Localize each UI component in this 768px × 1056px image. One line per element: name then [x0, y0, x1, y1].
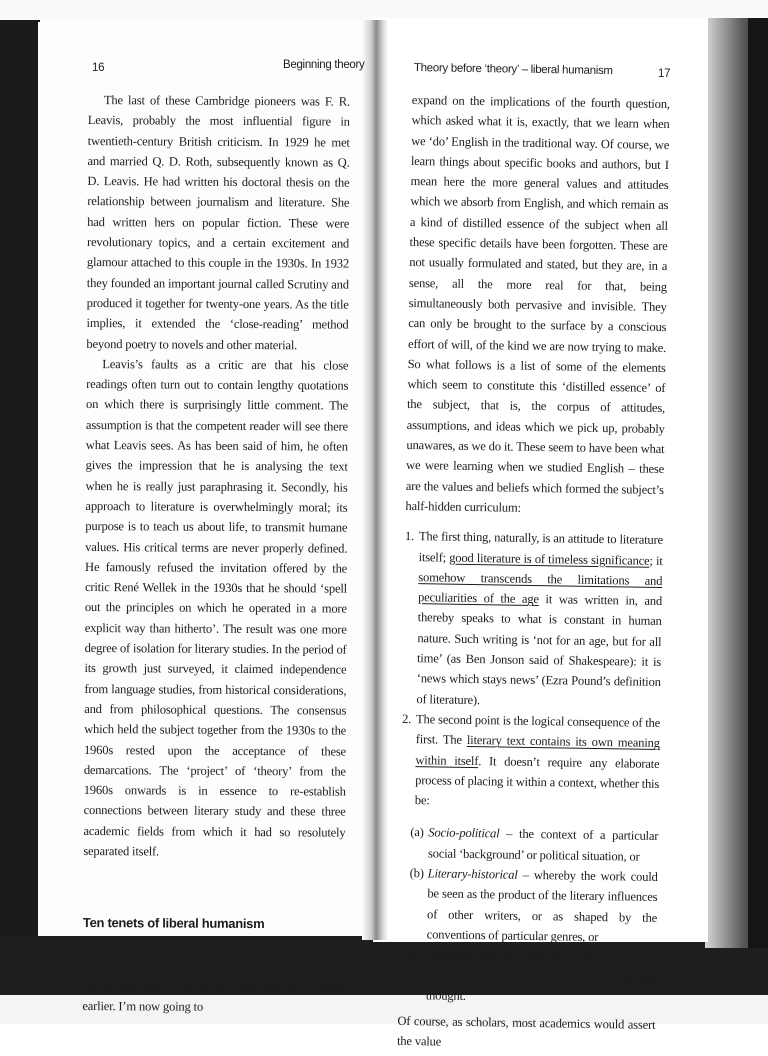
- section-heading: Ten tenets of liberal humanism: [82, 915, 265, 932]
- tenet-text: . It doesn’t require any elaborate process of placing it within a context, whether this be:: [414, 753, 660, 808]
- scan-shadow-right: [748, 18, 768, 948]
- tenet-text: ; it: [649, 553, 663, 568]
- tenet-item-2: [401, 709, 661, 815]
- underlined-passage: somehow transcends the limitations and peculiarities of the age: [417, 569, 663, 607]
- tenet-text: The first thing, naturally, is an attitude to literature itself;: [418, 529, 664, 565]
- context-item: [399, 863, 658, 948]
- right-paragraph-last: Of course, as scholars, most academics would assert the value: [396, 1013, 656, 1049]
- book-gutter: [362, 20, 388, 940]
- right-paragraph-1: expand on the implications of the fourth question, which asked what it is, exactly, that we learn when we ‘do’ English in the traditional way. Of course, we learn things about specific books and authors, but I mean here the more general values and attitudes which we absorb from English, and which remain as a kind of distilled essence of the subject when all these specific details have been forgotten. These are not usually formulated and stated, but they are, in a sense, all the more real for that, being simultaneously both pervasive and invisible. They can only be brought to the surface by a conscious effort of will, of the kind we are now trying to make. So what follows is a list of some of the elements which seem to constitute this ‘distilled essence’ of the subject, that is, the corpus of attitudes, assumptions, and ideas which we pick up, probably unawares, as we do it. These seem to have been what we were learning when we studied English – these are the values and beliefs which formed the subject’s half-hidden curriculum:: [405, 92, 670, 515]
- underlined-passage: good literature is of timeless significance: [449, 550, 650, 568]
- context-list: [398, 822, 659, 1009]
- context-text: – that is, as determined by the personal details of the author’s life and thought.: [425, 948, 657, 1003]
- left-page-body: [82, 90, 350, 1018]
- context-label: (c): [408, 947, 422, 962]
- left-page-number: 16: [92, 62, 105, 74]
- context-term: Literary-historical: [427, 866, 518, 882]
- context-item: [400, 822, 659, 867]
- tenet-text: The second point is the logical consequence of the first. The: [415, 712, 661, 748]
- left-paragraph-2: Leavis’s faults as a critic are that his close readings often turn out to contain lengthy quotations on which there is surprisingly little comment. The assumption is that the competent reader will see there what Leavis sees. As has been said of him, he often gives the impression that he is analysing the text when he is really just paraphrasing it. Secondly, his approach to literature is overwhelmingly moral; its purpose is to teach us about life, to transmit humane values. His critical terms are never properly defined. He famously refused the invitation offered by the critic René Wellek in the 1930s that he should ‘spell out the principles on which he operated in a more explicit way than hitherto’. The result was one more degree of isolation for literary studies. In the period of its growth just surveyed, it claimed independence from language studies, from historical considerations, and from philosophical questions. The consensus which held the subject together from the 1930s to the 1960s rested upon the acceptance of these demarcations. The ‘project’ of ‘theory’ from the 1960s onwards is in essence to re-establish connections between literary study and these three academic fields from which it had so resolutely separated itself.: [83, 356, 349, 859]
- context-label: (b): [409, 866, 424, 881]
- tenet-number: 2.: [402, 711, 412, 726]
- context-term: Socio-political: [428, 825, 500, 841]
- left-paragraph-1: The last of these Cambridge pioneers was F. R. Leavis, probably the most influential figure in twentieth-century British criticism. In 1929 he met and married Q. D. Roth, subsequently known as Q. D. Leavis. He had written his doctoral thesis on the relationship between journalism and literature. She had written hers on popular fiction. These were revolutionary topics, and a certain excitement and glamour attached to this couple in the 1930s. In 1932 they founded an important journal called Scrutiny and produced it together for twenty-one years. As the title implies, it extended the ‘close-reading’ method beyond poetry to novels and other material.: [86, 93, 350, 352]
- left-paragraph-3: The personal account on pp. 9–10 mainly responds to the second and third of the four questions given earlier. I’m now going to: [82, 958, 345, 1014]
- tenet-item-1: [402, 526, 663, 713]
- tenet-text: it was written in, and thereby speaks to what is constant in human nature. Such writing is ‘not for an age, but for all time’ (as Ben Jonson said of Shakespeare): it is ‘news which stays news’ (Ezra Pound’s definition of literature).: [416, 592, 663, 707]
- right-page-body: [397, 90, 670, 1056]
- context-item: [398, 944, 657, 1009]
- left-running-head: Beginning theory: [283, 59, 365, 71]
- context-term: Autobiographical: [426, 947, 513, 963]
- underlined-passage: literary text contains its own meaning within itself: [415, 733, 660, 768]
- right-page-number: 17: [658, 68, 671, 80]
- context-text: – the context of a particular social ‘background’ or political situation, or: [427, 826, 659, 864]
- right-running-head: Theory before ‘theory’ – liberal humanism: [413, 62, 613, 78]
- context-label: (a): [410, 825, 424, 840]
- scan-shadow-left: [0, 20, 40, 940]
- tenets-list: [401, 526, 663, 814]
- context-text: – whereby the work could be seen as the product of the literary influences of other writers, or as shaped by the conventions of particular genres, or: [426, 867, 658, 944]
- tenet-number: 1.: [404, 529, 415, 544]
